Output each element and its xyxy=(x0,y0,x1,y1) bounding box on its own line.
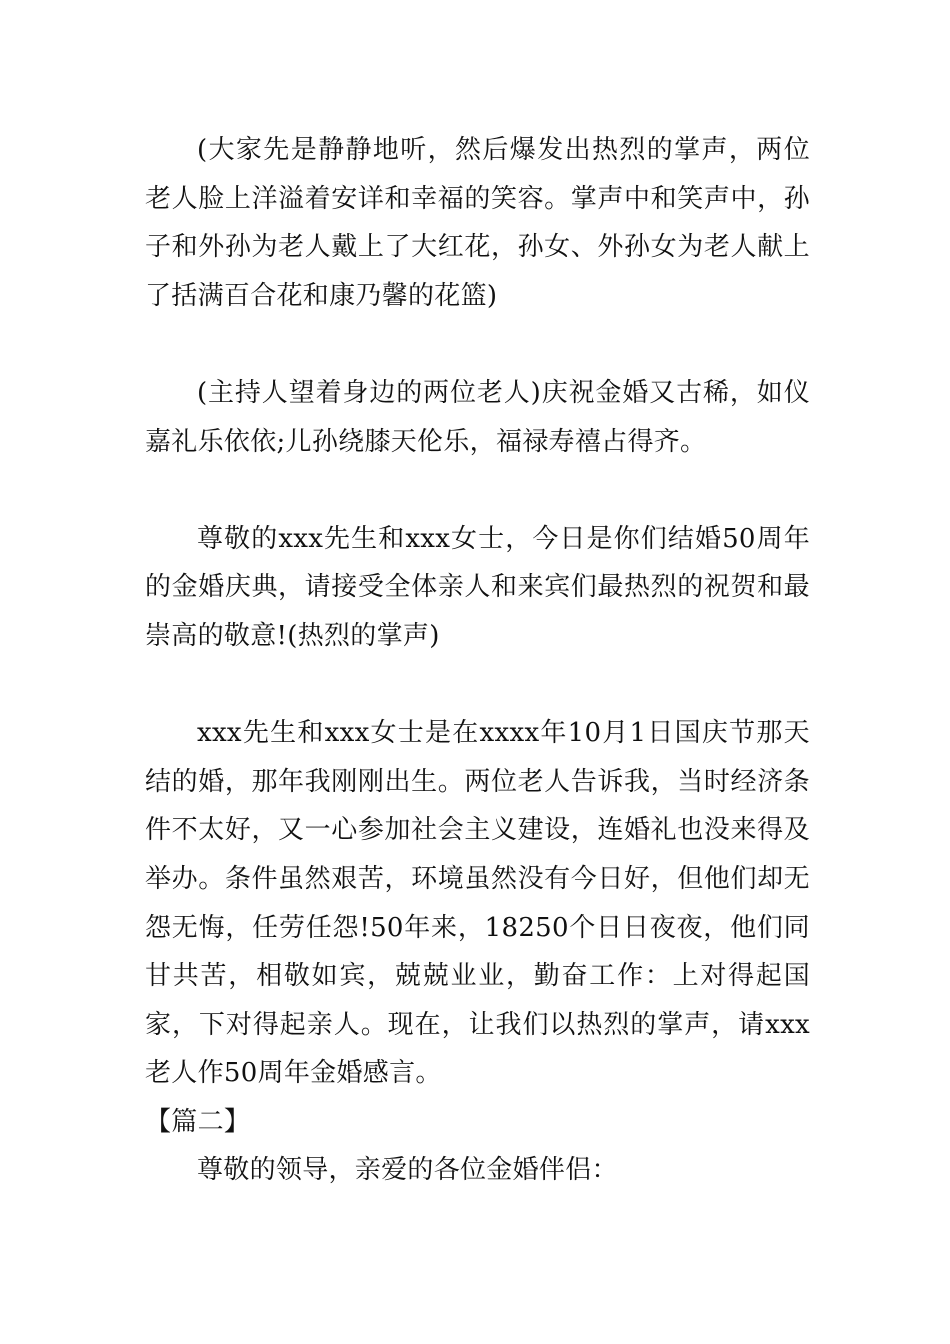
salutation: 尊敬的领导，亲爱的各位金婚伴侣： xyxy=(197,1155,618,1186)
document-page xyxy=(145,126,810,1195)
paragraph-gap xyxy=(145,320,810,369)
section-heading: 【篇二】 xyxy=(145,1106,251,1137)
paragraph-gap xyxy=(145,661,810,710)
paragraph-applause: (大家先是静静地听，然后爆发出热烈的掌声，两位老人脸上洋溢着安详和幸福的笑容。掌声中和笑声中，孙子和外孙为老人戴上了大红花，孙女、外孙女为老人献上了括满百合花和康乃馨的花篮) xyxy=(145,135,810,311)
paragraph-host-couplet: (主持人望着身边的两位老人)庆祝金婚又古稀，如仪嘉礼乐依依;儿孙绕膝天伦乐，福禄寿禧占得齐。 xyxy=(145,377,810,457)
paragraph-marriage-story: xxx先生和xxx女士是在xxxx年10月1日国庆节那天结的婚，那年我刚刚出生。两位老人告诉我，当时经济条件不太好，又一心参加社会主义建设，连婚礼也没来得及举办。条件虽然艰苦，环境虽然没有今日好，但他们却无怨无悔，任劳任怨!50年来，18250个日日夜夜，他们同甘共苦，相敬如宾，兢兢业业，勤奋工作：上对得起国家，下对得起亲人。现在，让我们以热烈的掌声，请xxx老人作50周年金婚感言。 xyxy=(145,718,810,1089)
paragraph-gap xyxy=(145,466,810,515)
paragraph-congratulation: 尊敬的xxx先生和xxx女士，今日是你们结婚50周年的金婚庆典，请接受全体亲人和来宾们最热烈的祝贺和最崇高的敬意!(热烈的掌声) xyxy=(145,523,810,651)
